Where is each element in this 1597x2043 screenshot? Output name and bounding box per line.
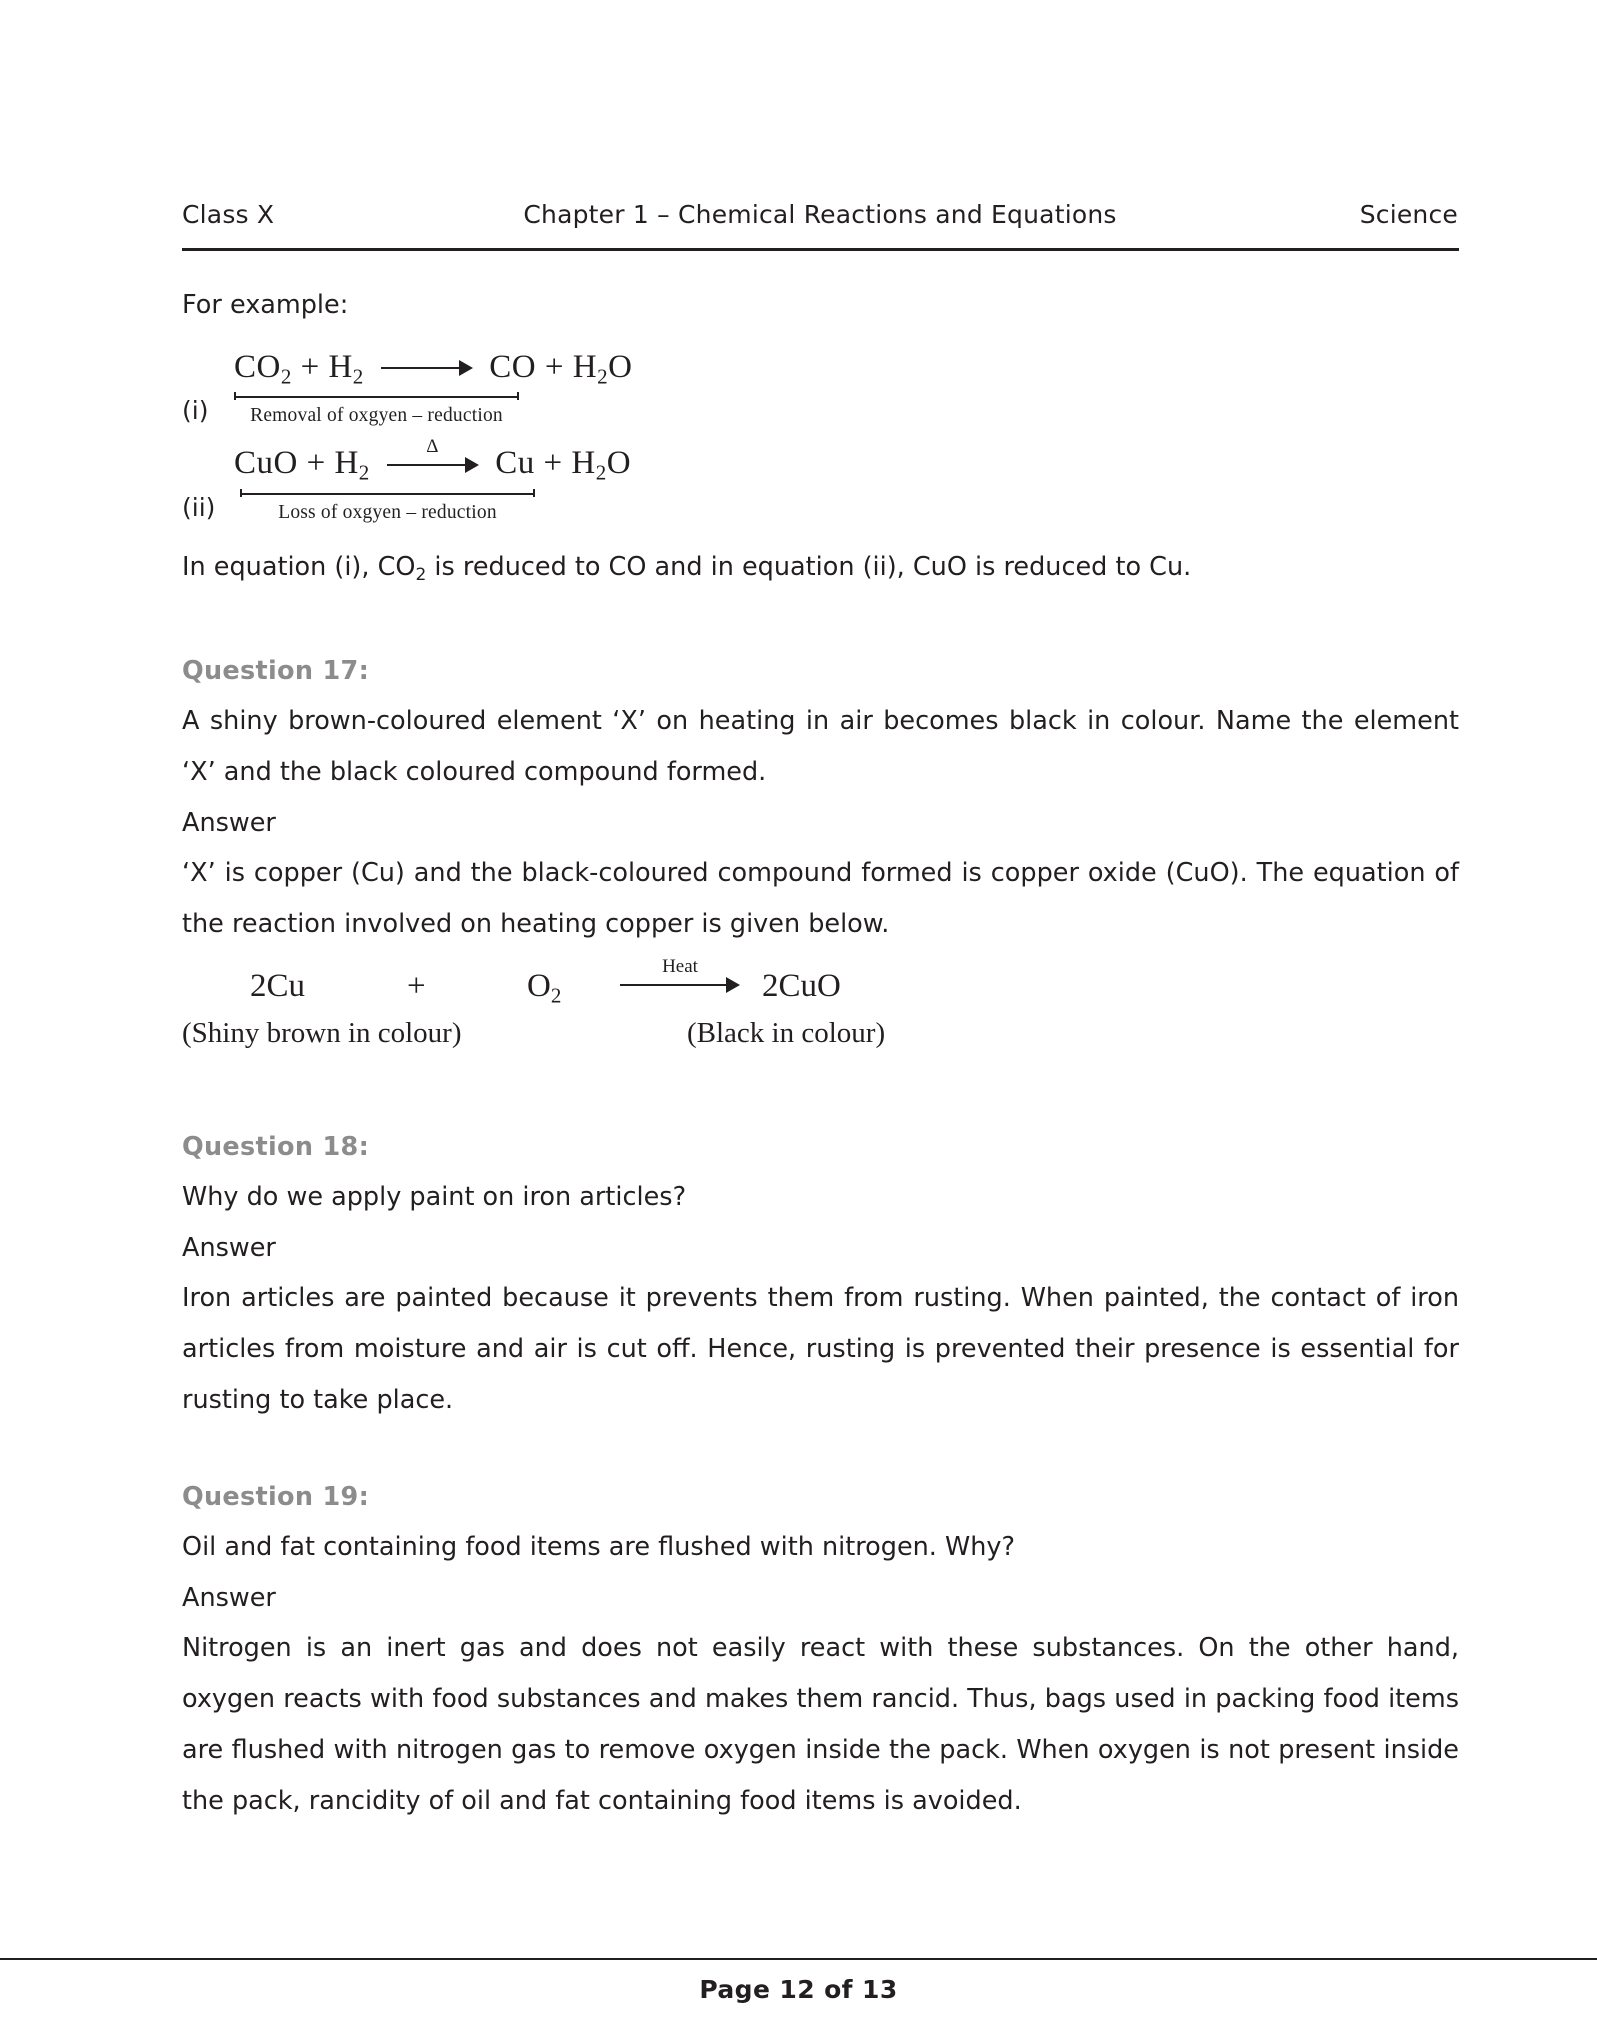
question-18-heading: Question 18: <box>182 1132 370 1163</box>
page-header <box>182 200 1458 229</box>
question-19-answer-text: Nitrogen is an inert gas and does not easily react with these substances. On the other hand, oxygen reacts with food substances and makes them rancid. Thus, bags used in packing food items are flushed with nitrogen gas to remove oxygen inside the pack. When oxygen is not present inside the pack, rancidity of oil and fat containing food items is avoided. <box>182 1633 1459 1817</box>
question-17-answer-label: Answer <box>182 808 276 839</box>
equation-ii-expression <box>234 435 632 485</box>
equation-i-underbrace-icon <box>234 392 519 404</box>
copper-reaction-equation <box>182 956 1459 1076</box>
equation-ii-product: Cu + H <box>495 445 596 482</box>
question-18-answer-text: Iron articles are painted because it prevents them from rusting. When painted, the contact of iron articles from moisture and air is cut off. Hence, rusting is prevented their presence is essential for rusting to take place. <box>182 1283 1459 1416</box>
question-19-answer-label: Answer <box>182 1583 276 1614</box>
equation-ii-product-sub: 2 <box>595 460 607 485</box>
equation-block-i <box>182 349 1459 427</box>
question-18-text: Why do we apply paint on iron articles? <box>182 1182 687 1213</box>
page-footer: Page 12 of 13 <box>699 1975 898 2004</box>
equation-ii-underbrace-icon <box>240 489 535 501</box>
question-17-heading: Question 17: <box>182 656 370 687</box>
equation-ii-reactants-sub: 2 <box>358 460 370 485</box>
for-example-label: For example: <box>182 290 349 320</box>
reaction-arrow-label: Heat <box>662 956 698 978</box>
equation-i-expression <box>234 349 632 389</box>
equation-i-product-a: CO + H <box>489 349 598 385</box>
question-18-answer-label: Answer <box>182 1233 276 1264</box>
equation-i-reactant-a-sub: 2 <box>280 364 292 389</box>
header-subject: Science <box>1359 200 1458 229</box>
reaction-plus-sign: + <box>407 968 426 1005</box>
equation-marker-i: (i) <box>182 396 209 426</box>
reaction-reactant-2: O2 <box>527 968 562 1008</box>
equation-explanation-part-b: is reduced to CO and in equation (ii), CuO is reduced to Cu. <box>426 551 1192 582</box>
reaction-caption-left: (Shiny brown in colour) <box>182 1017 462 1050</box>
equation-i-product-a-tail: O <box>608 349 633 385</box>
equation-ii-product-tail: O <box>606 445 632 482</box>
reaction-product: 2CuO <box>762 968 841 1005</box>
question-17-text: A shiny brown-coloured element ‘X’ on heating in air becomes black in colour. Name the element ‘X’ and the black coloured compound formed. <box>182 706 1459 788</box>
reaction-arrow-icon <box>620 956 740 992</box>
equation-marker-ii: (ii) <box>182 492 216 522</box>
reaction-arrow-icon <box>381 359 473 375</box>
header-divider <box>182 248 1459 251</box>
question-19-heading: Question 19: <box>182 1482 370 1513</box>
equation-explanation-part-a: In equation (i), CO <box>182 551 416 582</box>
equation-i-reactant-b: + H <box>300 349 353 385</box>
equation-ii-arrow-label: Δ <box>426 435 439 457</box>
equation-explanation <box>182 542 1459 601</box>
equation-i-product-a-sub: 2 <box>597 364 609 389</box>
reaction-reactant-1: 2Cu <box>250 968 306 1005</box>
question-19-text: Oil and fat containing food items are flushed with nitrogen. Why? <box>182 1532 1016 1563</box>
equation-ii-reactants: CuO + H <box>234 445 359 482</box>
question-17-answer-text: ‘X’ is copper (Cu) and the black-coloured compound formed is copper oxide (CuO). The equation of the reaction involved on heating copper is given below. <box>182 858 1459 940</box>
reaction-arrow-icon <box>387 435 479 472</box>
equation-block-ii <box>182 435 1459 523</box>
equation-ii-brace-label: Loss of oxgyen – reduction <box>278 501 497 523</box>
page-content <box>182 280 1459 1827</box>
equation-i-brace-label: Removal of oxgyen – reduction <box>250 405 503 427</box>
footer-divider <box>0 1958 1597 1960</box>
equation-explanation-sub: 2 <box>415 564 427 585</box>
header-class: Class X <box>182 200 275 229</box>
equation-i-reactant-b-sub: 2 <box>352 364 364 389</box>
equation-i-reactant-a: CO <box>234 349 281 385</box>
reaction-caption-right: (Black in colour) <box>687 1017 886 1050</box>
header-chapter-title: Chapter 1 – Chemical Reactions and Equations <box>523 200 1117 229</box>
